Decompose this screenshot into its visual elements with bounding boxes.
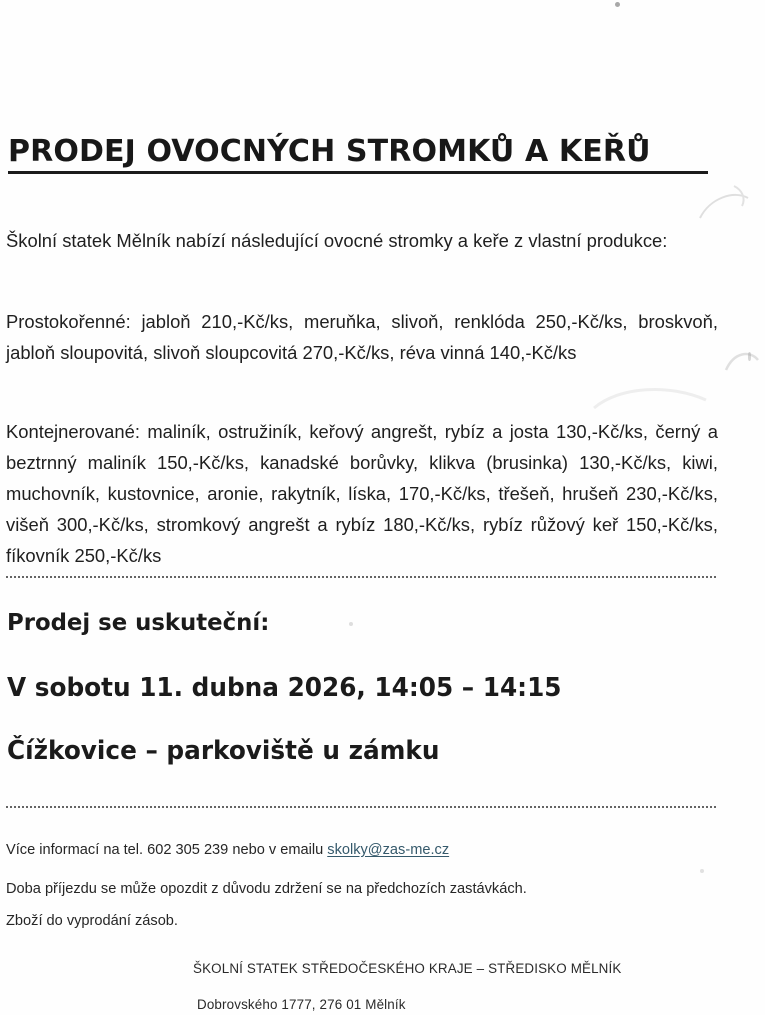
bare-root-paragraph: Prostokořenné: jabloň 210,-Kč/ks, meruňka, slivoň, renklóda 250,-Kč/ks, broskvoň, jabloň sloupovitá, slivoň sloupcovitá 270,-Kč/ks, réva vinná 140,-Kč/ks (6, 311, 718, 364)
scan-speck (700, 869, 704, 873)
dotted-separator (6, 806, 718, 809)
stock-note: Zboží do vyprodání zásob. (6, 913, 178, 929)
organisation-address: Dobrovského 1777, 276 01 Mělník (197, 997, 406, 1012)
title-underline (8, 171, 708, 174)
page-title: PRODEJ OVOCNÝCH STROMKŮ A KEŘŮ (8, 134, 651, 169)
containerized-paragraph: Kontejnerované: maliník, ostružiník, keřový angrešt, rybíz a josta 130,-Kč/ks, černý a beztrnný maliník 150,-Kč/ks, kanadské borůvky, klikva (brusinka) 130,-Kč/ks, kiwi, muchovník, kustovnice, aronie, rakytník, líska, 170,-Kč/ks, třešeň, hrušeň 230,-Kč/ks, višeň 300,-Kč/ks, stromkový angrešt a rybíz 180,-Kč/ks, rybíz růžový keř 150,-Kč/ks, fíkovník 250,-Kč/ks (6, 421, 718, 567)
organisation-name: ŠKOLNÍ STATEK STŘEDOČESKÉHO KRAJE – STŘEDISKO MĚLNÍK (193, 961, 622, 976)
email-link[interactable]: skolky@zas-me.cz (327, 842, 450, 858)
title-block (8, 136, 708, 174)
sale-datetime: V sobotu 11. dubna 2026, 14:05 – 14:15 (7, 673, 562, 703)
delay-note: Doba příjezdu se může opozdit z důvodu zdržení se na předchozích zastávkách. (6, 881, 527, 897)
contact-text: Více informací na tel. 602 305 239 nebo v emailu (6, 842, 328, 858)
scan-speck (615, 2, 620, 7)
scan-speck (748, 352, 751, 361)
scan-smudge (718, 330, 765, 390)
intro-paragraph: Školní statek Mělník nabízí následující ovocné stromky a keře z vlastní produkce: (6, 230, 668, 252)
scan-smudge (590, 378, 710, 418)
dotted-separator (6, 576, 718, 579)
contact-line (6, 840, 449, 860)
scan-speck (349, 622, 353, 626)
sale-heading: Prodej se uskuteční: (7, 608, 270, 636)
sale-location: Čížkovice – parkoviště u zámku (7, 736, 440, 766)
